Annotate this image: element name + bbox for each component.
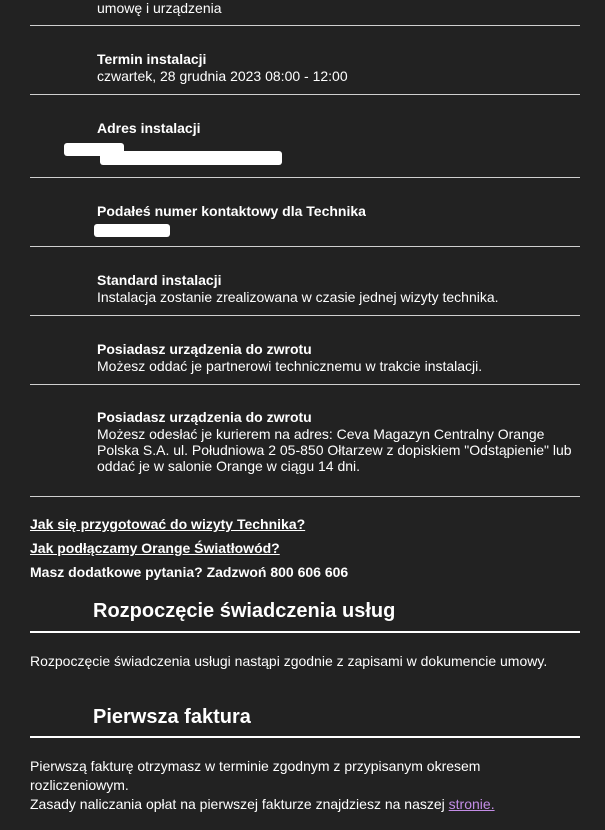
return-devices-courier-item: [97, 408, 577, 474]
install-standard-item: [97, 271, 577, 305]
return-devices-title: Posiadasz urządzenia do zwrotu: [97, 341, 312, 357]
divider: [30, 94, 580, 95]
top-fragment-text: umowę i urządzenia: [97, 0, 222, 16]
install-address-item: [97, 119, 577, 137]
install-date-item: [97, 50, 577, 84]
install-date-value: czwartek, 28 grudnia 2023 08:00 - 12:00: [97, 68, 348, 84]
install-address-title: Adres instalacji: [97, 120, 201, 136]
install-standard-value: Instalacja zostanie zrealizowana w czasie jednej wizyty technika.: [97, 289, 499, 305]
divider: [30, 384, 580, 385]
divider: [30, 246, 580, 247]
install-date-title: Termin instalacji: [97, 51, 207, 67]
first-invoice-heading: Pierwsza faktura: [93, 706, 251, 728]
help-links: [30, 515, 348, 581]
return-devices-courier-value: Możesz odesłać je kurierem na adres: Ceva Magazyn Centralny Orange Polska S.A. ul. Południowa 2 05-850 Ołtarzew z dopiskiem "Odstąpienie" lub oddać je w salonie Orange w ciągu 14 dni.: [97, 426, 572, 474]
service-start-text: Rozpoczęcie świadczenia usługi nastąpi zgodnie z zapisami w dokumencie umowy.: [30, 653, 548, 669]
prepare-visit-link[interactable]: Jak się przygotować do wizyty Technika?: [30, 516, 306, 532]
first-invoice-text-1: Pierwszą fakturę otrzymasz w terminie zgodnym z przypisanym okresem rozliczeniowym.: [30, 758, 481, 793]
first-invoice-text-2: Zasady naliczania opłat na pierwszej fakturze znajdziesz na naszej: [30, 796, 449, 812]
divider: [30, 496, 580, 497]
pricing-page-link[interactable]: stronie.: [448, 796, 495, 812]
divider: [30, 177, 580, 178]
return-devices-item: [97, 340, 577, 374]
redaction-mark: [94, 224, 170, 237]
how-connect-link[interactable]: Jak podłączamy Orange Światłowód?: [30, 540, 280, 556]
first-invoice-text: [30, 757, 580, 814]
divider: [30, 25, 580, 26]
divider: [30, 315, 580, 316]
questions-phone-text: Masz dodatkowe pytania? Zadzwoń 800 606 606: [30, 564, 349, 580]
contact-number-item: [97, 202, 577, 220]
return-devices-courier-title: Posiadasz urządzenia do zwrotu: [97, 409, 312, 425]
install-standard-title: Standard instalacji: [97, 272, 222, 288]
section-divider: [30, 631, 580, 633]
contact-number-title: Podałeś numer kontaktowy dla Technika: [97, 203, 366, 219]
return-devices-value: Możesz oddać je partnerowi technicznemu w trakcie instalacji.: [97, 358, 483, 374]
service-start-heading: Rozpoczęcie świadczenia usług: [93, 600, 396, 622]
redaction-mark: [100, 151, 282, 165]
section-divider: [30, 736, 580, 738]
